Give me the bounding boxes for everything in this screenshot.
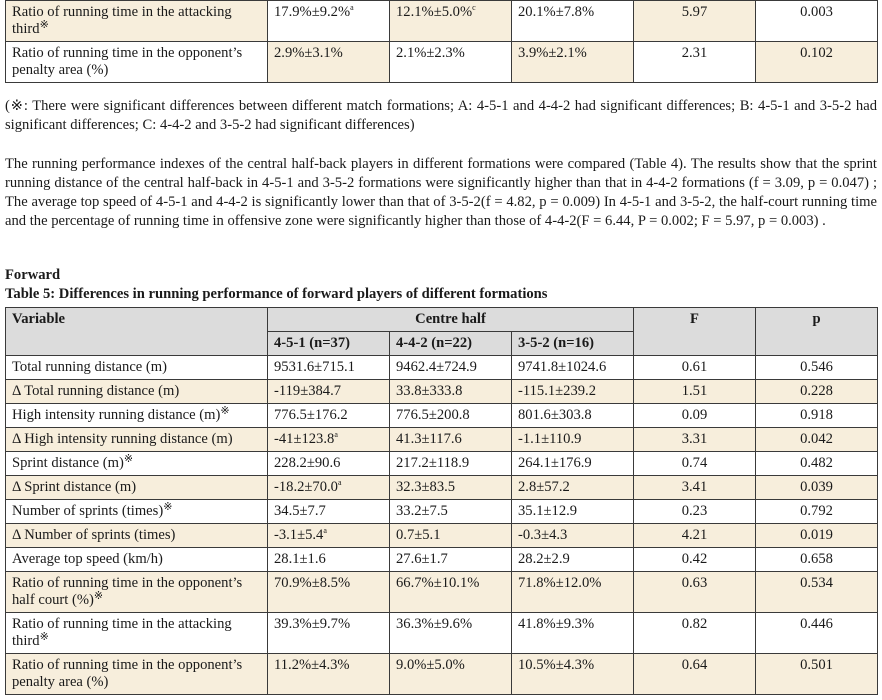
- header-group: Centre half: [268, 308, 634, 332]
- value-cell: [268, 572, 390, 613]
- value-text: 28.1±1.6: [274, 551, 326, 567]
- value-text: 776.5±176.2: [274, 407, 348, 423]
- p-value: 0.102: [756, 42, 878, 83]
- variable-label: Δ Number of sprints (times): [12, 527, 176, 543]
- f-value: 0.61: [634, 356, 756, 380]
- superscript: a: [323, 526, 327, 535]
- p-value: 0.042: [756, 428, 878, 452]
- value-text: 70.9%±8.5%: [274, 575, 351, 591]
- variable-label: Δ High intensity running distance (m): [12, 431, 233, 447]
- table-row: [6, 428, 878, 452]
- value-text: 34.5±7.7: [274, 503, 326, 519]
- f-value: 0.42: [634, 548, 756, 572]
- value-text: -3.1±5.4: [274, 527, 324, 543]
- value-cell: [268, 613, 390, 654]
- significance-mark: ※: [220, 405, 230, 417]
- table-row: [6, 613, 878, 654]
- results-paragraph: The running performance indexes of the central half-back players in different formations were compared (Table 4). The results show that the sprint running distance of the central half-back in 4-5-1 and 3-5-2 formations were significantly higher than that in 4-4-2 formations (f = 3.09, p = 0.047) ; The average top speed of 4-5-1 and 4-4-2 is significantly lower than that of 3-5-2(f = 4.82, p = 0.009) In 4-5-1 and 3-5-2, the half-court running time and the percentage of running time in offensive zone were significantly higher than those of 4-4-2(F = 6.44, P = 0.002; F = 5.97, p = 0.003) .: [5, 156, 877, 229]
- significance-mark: ※: [163, 501, 173, 513]
- p-value: 0.501: [756, 654, 878, 695]
- variable-cell: Ratio of running time in the opponent’s penalty area (%): [6, 42, 268, 83]
- table-row: [6, 500, 878, 524]
- variable-cell: [6, 613, 268, 654]
- f-value: 0.74: [634, 452, 756, 476]
- header-p: p: [756, 308, 878, 356]
- value-cell: [268, 404, 390, 428]
- value-text: 39.3%±9.7%: [274, 616, 351, 632]
- significance-note: (※: There were significant differences between different match formations; A: 4-5-1 and 4-4-2 had significant differences; B: 4-5-1 and 3-5-2 had significant differences; C: 4-4-2 and 3-5-2 had significant differences): [5, 98, 877, 133]
- table-row: [6, 380, 878, 404]
- value-cell: [268, 380, 390, 404]
- value-cell: 20.1%±7.8%: [512, 1, 634, 42]
- table-row: [6, 476, 878, 500]
- variable-label: Average top speed (km/h): [12, 551, 163, 567]
- f-value: 3.31: [634, 428, 756, 452]
- value-cell: [268, 476, 390, 500]
- f-value: 0.82: [634, 613, 756, 654]
- variable-label: Total running distance (m): [12, 359, 168, 375]
- header-f: F: [634, 308, 756, 356]
- value-cell: 35.1±12.9: [512, 500, 634, 524]
- header-formation: 4-5-1 (n=37): [268, 332, 390, 356]
- variable-label: Sprint distance (m): [12, 455, 124, 471]
- p-value: 0.003: [756, 1, 878, 42]
- value-cell: [268, 654, 390, 695]
- variable-cell: [6, 548, 268, 572]
- value-cell: [268, 500, 390, 524]
- table-row: [6, 356, 878, 380]
- p-value: 0.546: [756, 356, 878, 380]
- f-value: 5.97: [634, 1, 756, 42]
- p-value: 0.039: [756, 476, 878, 500]
- value-cell: 71.8%±12.0%: [512, 572, 634, 613]
- variable-label: Ratio of running time in the attacking third: [12, 616, 232, 649]
- variable-cell: Ratio of running time in the attacking third※: [6, 1, 268, 42]
- p-value: 0.228: [756, 380, 878, 404]
- variable-cell: [6, 572, 268, 613]
- f-value: 0.64: [634, 654, 756, 695]
- value-cell: 9.0%±5.0%: [390, 654, 512, 695]
- variable-cell: [6, 654, 268, 695]
- variable-cell: [6, 404, 268, 428]
- variable-label: Δ Sprint distance (m): [12, 479, 137, 495]
- value-cell: 10.5%±4.3%: [512, 654, 634, 695]
- p-value: 0.019: [756, 524, 878, 548]
- variable-cell: [6, 500, 268, 524]
- value-cell: 12.1%±5.0%$^c$: [390, 1, 512, 42]
- value-cell: 27.6±1.7: [390, 548, 512, 572]
- value-text: 11.2%±4.3%: [274, 657, 350, 673]
- table-row: [6, 524, 878, 548]
- value-cell: 41.3±117.6: [390, 428, 512, 452]
- table-4-continuation: [5, 0, 878, 83]
- p-value: 0.792: [756, 500, 878, 524]
- value-cell: 776.5±200.8: [390, 404, 512, 428]
- f-value: 3.41: [634, 476, 756, 500]
- value-cell: 801.6±303.8: [512, 404, 634, 428]
- table-5: [5, 307, 878, 695]
- variable-label: Ratio of running time in the opponent’s half court (%): [12, 575, 243, 608]
- value-cell: [268, 452, 390, 476]
- value-cell: [268, 524, 390, 548]
- value-cell: 33.2±7.5: [390, 500, 512, 524]
- value-text: -119±384.7: [274, 383, 342, 399]
- value-cell: 36.3%±9.6%: [390, 613, 512, 654]
- significance-mark: ※: [39, 631, 49, 643]
- value-cell: 9741.8±1024.6: [512, 356, 634, 380]
- f-value: 0.23: [634, 500, 756, 524]
- value-cell: 2.1%±2.3%: [390, 42, 512, 83]
- value-cell: 66.7%±10.1%: [390, 572, 512, 613]
- value-cell: 0.7±5.1: [390, 524, 512, 548]
- variable-cell: [6, 476, 268, 500]
- value-cell: [268, 548, 390, 572]
- superscript: a: [337, 478, 342, 487]
- table-row: [6, 1, 878, 42]
- table-header-row: [6, 308, 878, 332]
- value-text: 9531.6±715.1: [274, 359, 355, 375]
- table-row: [6, 404, 878, 428]
- section-heading: Forward: [5, 267, 61, 283]
- p-value: 0.482: [756, 452, 878, 476]
- value-text: 228.2±90.6: [274, 455, 341, 471]
- variable-cell: [6, 452, 268, 476]
- p-value: 0.918: [756, 404, 878, 428]
- value-cell: 2.8±57.2: [512, 476, 634, 500]
- variable-cell: [6, 356, 268, 380]
- value-cell: -0.3±4.3: [512, 524, 634, 548]
- value-cell: 9462.4±724.9: [390, 356, 512, 380]
- f-value: 0.09: [634, 404, 756, 428]
- header-formation: 4-4-2 (n=22): [390, 332, 512, 356]
- value-cell: 41.8%±9.3%: [512, 613, 634, 654]
- f-value: 1.51: [634, 380, 756, 404]
- p-value: 0.446: [756, 613, 878, 654]
- f-value: 4.21: [634, 524, 756, 548]
- header-formation: 3-5-2 (n=16): [512, 332, 634, 356]
- variable-label: Number of sprints (times): [12, 503, 164, 519]
- value-cell: 32.3±83.5: [390, 476, 512, 500]
- value-cell: 264.1±176.9: [512, 452, 634, 476]
- value-cell: 17.9%±9.2%$^a$: [268, 1, 390, 42]
- table-row: [6, 452, 878, 476]
- f-value: 2.31: [634, 42, 756, 83]
- value-cell: [268, 356, 390, 380]
- variable-label: High intensity running distance (m): [12, 407, 221, 423]
- value-text: -41±123.8: [274, 431, 335, 447]
- header-variable: Variable: [6, 308, 268, 356]
- significance-mark: ※: [123, 453, 134, 465]
- value-cell: -1.1±110.9: [512, 428, 634, 452]
- variable-label: Ratio of running time in the opponent’s penalty area (%): [12, 657, 243, 690]
- table-row: [6, 572, 878, 613]
- p-value: 0.658: [756, 548, 878, 572]
- variable-label: Δ Total running distance (m): [12, 383, 180, 399]
- value-cell: 2.9%±3.1%: [268, 42, 390, 83]
- value-cell: 3.9%±2.1%: [512, 42, 634, 83]
- superscript: a: [334, 430, 338, 439]
- table-row: [6, 654, 878, 695]
- f-value: 0.63: [634, 572, 756, 613]
- value-text: -18.2±70.0: [274, 479, 338, 495]
- variable-cell: [6, 428, 268, 452]
- table-row: [6, 42, 878, 83]
- value-cell: 217.2±118.9: [390, 452, 512, 476]
- variable-cell: [6, 524, 268, 548]
- value-cell: 28.2±2.9: [512, 548, 634, 572]
- significance-mark: ※: [93, 590, 104, 602]
- value-cell: -115.1±239.2: [512, 380, 634, 404]
- table-caption: Table 5: Differences in running performance of forward players of different formations: [5, 286, 548, 302]
- value-cell: [268, 428, 390, 452]
- variable-cell: [6, 380, 268, 404]
- value-cell: 33.8±333.8: [390, 380, 512, 404]
- table-row: [6, 548, 878, 572]
- p-value: 0.534: [756, 572, 878, 613]
